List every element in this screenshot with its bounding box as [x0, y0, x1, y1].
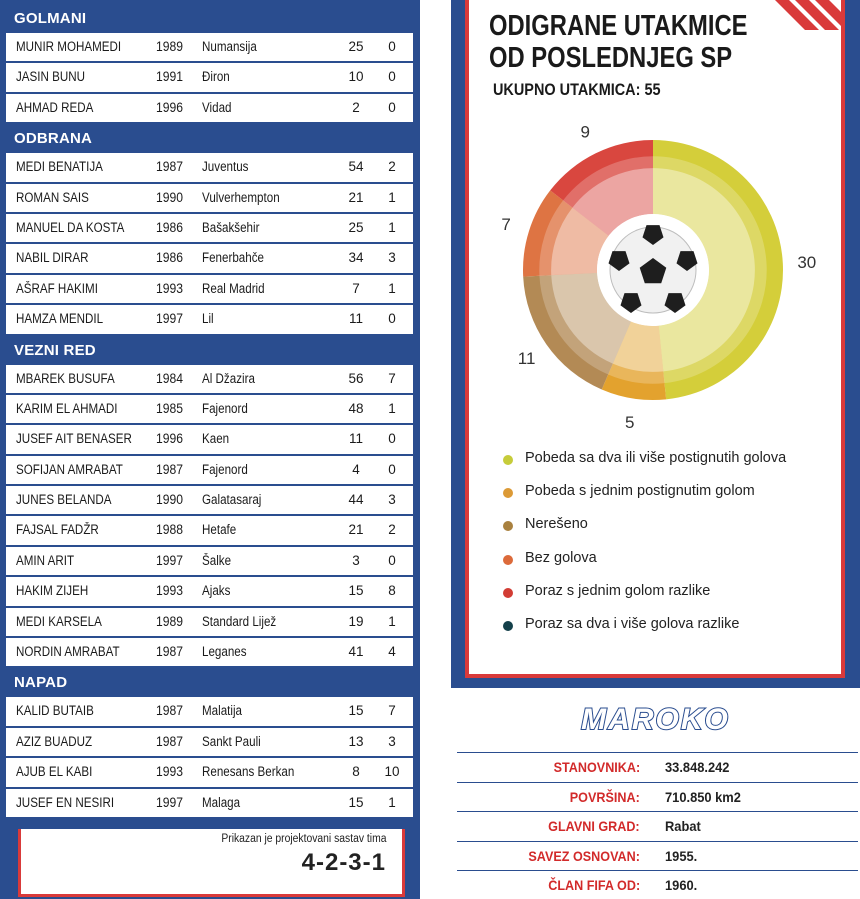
player-name: MUNIR MOHAMEDI	[16, 39, 122, 54]
legend-color-dot	[503, 621, 513, 631]
player-row	[6, 33, 413, 63]
player-club: Malaga	[202, 794, 241, 810]
country-name: MAROKO	[581, 703, 730, 736]
country-info-table	[457, 752, 858, 899]
player-appearances: 4	[352, 461, 360, 477]
player-goals: 1	[388, 794, 396, 810]
player-club: Fajenord	[202, 400, 248, 416]
player-goals: 1	[388, 613, 396, 629]
player-row	[6, 184, 413, 214]
player-name: JASIN BUNU	[16, 69, 86, 85]
country-info-label: GLAVNI GRAD:	[548, 818, 640, 835]
player-appearances: 10	[348, 69, 364, 85]
player-appearances: 34	[348, 250, 364, 266]
section-header: GOLMANI	[14, 10, 87, 27]
player-goals: 3	[388, 250, 396, 266]
player-birth-year: 1987	[156, 159, 184, 175]
player-row	[6, 697, 413, 727]
player-row	[6, 214, 413, 244]
donut-value-label: 5	[624, 413, 635, 433]
player-appearances: 11	[348, 311, 363, 327]
formation-value: 4-2-3-1	[301, 849, 386, 876]
player-birth-year: 1996	[156, 99, 184, 115]
player-birth-year: 1989	[156, 39, 184, 54]
player-appearances: 21	[348, 522, 364, 538]
player-birth-year: 1997	[156, 311, 184, 327]
player-name: NABIL DIRAR	[16, 250, 89, 266]
player-goals: 0	[388, 552, 396, 568]
player-name: KALID BUTAIB	[16, 703, 94, 719]
player-name: AHMAD REDA	[16, 99, 94, 115]
player-name: MEDI KARSELA	[16, 613, 102, 629]
country-info-row	[457, 870, 858, 899]
player-birth-year: 1985	[156, 400, 184, 416]
player-appearances: 15	[348, 794, 364, 810]
player-name: MEDI BENATIJA	[16, 159, 103, 175]
player-club: Kaen	[202, 431, 230, 447]
player-name: JUSEF EN NESIRI	[16, 794, 115, 810]
player-name: KARIM EL AHMADI	[16, 400, 118, 416]
country-info-value: 33.848.242	[665, 759, 730, 775]
player-goals: 4	[388, 644, 396, 660]
legend-label: Bez golova	[525, 549, 597, 566]
country-info-label: STANOVNIKA:	[553, 759, 640, 775]
player-club: Vulverhempton	[202, 189, 280, 205]
legend-label: Poraz s jednim golom razlike	[525, 582, 711, 599]
player-club: Juventus	[202, 159, 249, 175]
donut-value-label: 11	[517, 348, 536, 368]
formation-box	[18, 829, 405, 897]
player-row	[6, 547, 413, 577]
player-club: Galatasaraj	[202, 492, 262, 508]
player-goals: 1	[388, 400, 396, 416]
section-header: VEZNI RED	[14, 341, 96, 359]
player-goals: 0	[388, 311, 396, 327]
country-info-row	[457, 811, 858, 841]
player-appearances: 48	[348, 400, 364, 416]
player-name: AZIZ BUADUZ	[16, 733, 93, 749]
player-club: Bašakšehir	[202, 219, 260, 235]
player-appearances: 41	[348, 644, 364, 660]
player-row	[6, 244, 413, 274]
chart-subtitle: UKUPNO UTAKMICA: 55	[493, 80, 661, 99]
country-info-value: Rabat	[665, 818, 701, 835]
player-appearances: 56	[348, 370, 364, 386]
player-birth-year: 1993	[156, 280, 184, 296]
legend-label: Poraz sa dva i više golova razlike	[525, 615, 740, 632]
player-row	[6, 728, 413, 758]
player-name: AŠRAF HAKIMI	[16, 280, 98, 296]
player-birth-year: 1989	[156, 613, 184, 629]
country-info-value: 1960.	[665, 877, 698, 894]
player-birth-year: 1988	[156, 522, 184, 538]
player-row	[6, 153, 413, 183]
player-row	[6, 456, 413, 486]
chart-title	[489, 10, 833, 74]
player-name: AMIN ARIT	[16, 552, 75, 568]
player-row	[6, 638, 413, 668]
player-birth-year: 1987	[156, 733, 184, 749]
player-birth-year: 1986	[156, 250, 184, 266]
country-info-row	[457, 841, 858, 871]
country-info-label: ČLAN FIFA OD:	[548, 877, 640, 894]
player-club: Vidad	[202, 99, 232, 115]
player-club: Standard Lijež	[202, 613, 277, 629]
legend-color-dot	[503, 488, 513, 498]
legend-label: Pobeda sa dva ili više postignutih golova	[525, 450, 787, 466]
country-info-row	[457, 782, 858, 812]
player-goals: 0	[388, 39, 396, 54]
donut-value-label: 30	[797, 253, 817, 273]
legend-label: Pobeda s jednim postignutim golom	[525, 483, 755, 500]
player-club: Leganes	[202, 644, 247, 660]
player-appearances: 15	[348, 703, 364, 719]
player-club: Sankt Pauli	[202, 733, 261, 749]
player-goals: 0	[388, 461, 396, 477]
player-goals: 2	[388, 159, 396, 175]
legend-color-dot	[503, 521, 513, 531]
player-club: Malatija	[202, 703, 243, 719]
player-appearances: 44	[348, 492, 364, 508]
player-row	[6, 608, 413, 638]
player-name: FAJSAL FADŽR	[16, 522, 99, 538]
player-name: HAKIM ZIJEH	[16, 583, 89, 599]
player-appearances: 13	[348, 733, 364, 749]
player-club: Fajenord	[202, 461, 248, 477]
player-club: Điron	[202, 69, 230, 85]
player-goals: 3	[388, 733, 396, 749]
country-info-value: 1955.	[665, 847, 698, 864]
player-birth-year: 1996	[156, 431, 184, 447]
player-name: HAMZA MENDIL	[16, 311, 104, 327]
player-row	[6, 63, 413, 93]
player-club: Fenerbahče	[202, 250, 264, 266]
country-info-label: POVRŠINA:	[569, 788, 640, 805]
player-row	[6, 789, 413, 819]
country-info-label: SAVEZ OSNOVAN:	[528, 847, 640, 864]
player-appearances: 25	[348, 219, 364, 235]
player-goals: 10	[384, 764, 400, 780]
chart-title-line-1: ODIGRANE UTAKMICE	[489, 10, 748, 42]
legend-color-dot	[503, 555, 513, 565]
player-goals: 7	[388, 370, 396, 386]
player-appearances: 21	[348, 189, 364, 205]
player-row	[6, 758, 413, 788]
player-birth-year: 1986	[156, 219, 184, 235]
player-goals: 2	[388, 522, 396, 538]
player-birth-year: 1987	[156, 703, 184, 719]
section-header: ODBRANA	[14, 130, 93, 148]
chart-panel	[451, 0, 860, 688]
player-birth-year: 1993	[156, 583, 184, 599]
player-goals: 0	[388, 99, 396, 115]
player-birth-year: 1987	[156, 644, 184, 660]
player-club: Šalke	[202, 552, 232, 568]
player-name: JUNES BELANDA	[16, 492, 112, 508]
chart-title-line-2: OD POSLEDNJEG SP	[489, 42, 733, 74]
legend-label: Nerešeno	[525, 516, 588, 533]
squad-table	[6, 4, 413, 819]
donut-chart	[469, 120, 849, 440]
player-club: Renesans Berkan	[202, 764, 295, 780]
player-appearances: 15	[348, 583, 364, 599]
player-birth-year: 1990	[156, 189, 184, 205]
player-appearances: 11	[348, 431, 363, 447]
player-name: SOFIJAN AMRABAT	[16, 461, 123, 477]
player-row	[6, 425, 413, 455]
player-birth-year: 1997	[156, 552, 184, 568]
country-info-row	[457, 752, 858, 782]
player-goals: 1	[388, 280, 396, 296]
player-club: Numansija	[202, 39, 257, 54]
player-row	[6, 365, 413, 395]
player-club: Hetafe	[202, 522, 237, 538]
player-goals: 0	[388, 431, 396, 447]
player-club: Lil	[202, 311, 214, 327]
player-goals: 1	[388, 219, 396, 235]
legend-color-dot	[503, 588, 513, 598]
player-name: MBAREK BUSUFA	[16, 370, 115, 386]
player-appearances: 3	[352, 552, 360, 568]
player-name: NORDIN AMRABAT	[16, 644, 120, 660]
player-goals: 1	[388, 189, 396, 205]
formation-note: Prikazan je projektovani sastav tima	[220, 833, 386, 845]
chart-card	[465, 0, 845, 678]
player-club: Al Džazira	[202, 370, 255, 386]
player-name: AJUB EL KABI	[16, 764, 93, 780]
player-goals: 7	[388, 703, 396, 719]
player-row	[6, 516, 413, 546]
player-row	[6, 486, 413, 516]
player-appearances: 7	[352, 280, 360, 296]
country-info-value: 710.850 km2	[665, 788, 741, 805]
player-name: ROMAN SAIS	[16, 189, 89, 205]
player-goals: 8	[388, 583, 396, 599]
player-row	[6, 94, 413, 124]
player-birth-year: 1993	[156, 764, 184, 780]
player-birth-year: 1984	[156, 370, 184, 386]
player-row	[6, 275, 413, 305]
player-appearances: 25	[348, 39, 364, 54]
player-name: JUSEF AIT BENASER	[16, 431, 132, 447]
squad-panel	[0, 0, 420, 899]
player-goals: 3	[388, 492, 396, 508]
donut-value-label: 9	[580, 122, 590, 142]
player-birth-year: 1990	[156, 492, 184, 508]
player-appearances: 2	[352, 99, 360, 115]
player-appearances: 19	[348, 613, 364, 629]
player-row	[6, 577, 413, 607]
player-birth-year: 1997	[156, 794, 184, 810]
player-club: Real Madrid	[202, 280, 265, 296]
player-appearances: 8	[352, 764, 360, 780]
player-row	[6, 395, 413, 425]
legend-color-dot	[503, 455, 513, 465]
player-name: MANUEL DA KOSTA	[16, 219, 125, 235]
player-appearances: 54	[348, 159, 364, 175]
player-club: Ajaks	[202, 583, 231, 599]
donut-value-label: 7	[501, 214, 511, 234]
player-birth-year: 1991	[156, 69, 184, 85]
section-header: NAPAD	[14, 674, 68, 692]
player-row	[6, 305, 413, 335]
player-birth-year: 1987	[156, 461, 184, 477]
player-goals: 0	[388, 69, 396, 85]
